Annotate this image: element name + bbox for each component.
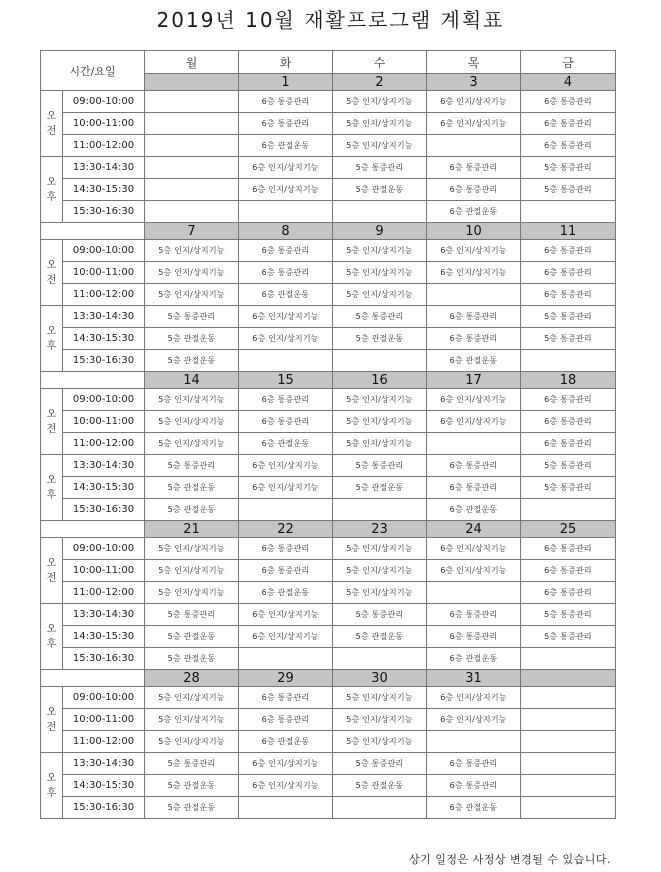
program-cell: 5층 통증관리 [521, 328, 616, 350]
schedule-row [41, 240, 616, 262]
schedule-table [40, 50, 616, 819]
program-cell [521, 797, 616, 819]
program-cell: 6층 통증관리 [521, 240, 616, 262]
program-cell: 6층 인지/상지기능 [239, 455, 333, 477]
program-cell: 5층 통증관리 [145, 604, 239, 626]
date-cell: 21 [145, 521, 239, 538]
date-cell: 8 [239, 223, 333, 240]
program-cell: 6층 통증관리 [239, 91, 333, 113]
time-slot-label: 14:30-15:30 [63, 477, 145, 499]
schedule-row [41, 433, 616, 455]
program-cell: 6층 통증관리 [521, 560, 616, 582]
period-pm-label: 오 후 [41, 455, 63, 521]
program-cell [521, 709, 616, 731]
program-cell: 6층 인지/상지기능 [239, 775, 333, 797]
period-pm-label: 오 후 [41, 753, 63, 819]
program-cell: 6층 인지/상지기능 [239, 604, 333, 626]
time-slot-label: 09:00-10:00 [63, 91, 145, 113]
program-cell: 6층 통증관리 [239, 709, 333, 731]
program-cell: 6층 통증관리 [239, 262, 333, 284]
program-cell: 5층 인지/상지기능 [333, 113, 427, 135]
time-slot-label: 11:00-12:00 [63, 284, 145, 306]
program-cell: 6층 인지/상지기능 [239, 179, 333, 201]
program-cell: 6층 인지/상지기능 [239, 753, 333, 775]
program-cell [145, 91, 239, 113]
time-slot-label: 13:30-14:30 [63, 604, 145, 626]
program-cell [427, 135, 521, 157]
date-cell [521, 670, 616, 687]
program-cell: 5층 인지/상지기능 [333, 135, 427, 157]
date-cell: 28 [145, 670, 239, 687]
program-cell [521, 350, 616, 372]
program-cell [239, 797, 333, 819]
program-cell: 5층 인지/상지기능 [145, 240, 239, 262]
program-cell: 5층 관절운동 [333, 775, 427, 797]
program-cell: 5층 인지/상지기능 [333, 560, 427, 582]
program-cell: 6층 통증관리 [521, 389, 616, 411]
program-cell [427, 284, 521, 306]
program-cell: 6층 통증관리 [521, 538, 616, 560]
program-cell: 6층 통증관리 [239, 411, 333, 433]
time-slot-label: 15:30-16:30 [63, 350, 145, 372]
program-cell: 6층 통증관리 [427, 179, 521, 201]
date-cell: 10 [427, 223, 521, 240]
date-cell: 17 [427, 372, 521, 389]
schedule-row [41, 477, 616, 499]
schedule-row [41, 797, 616, 819]
program-cell: 6층 통증관리 [427, 157, 521, 179]
time-slot-label: 13:30-14:30 [63, 306, 145, 328]
period-am-label: 오 전 [41, 389, 63, 455]
schedule-row [41, 411, 616, 433]
program-cell: 6층 통증관리 [427, 306, 521, 328]
period-am-label: 오 전 [41, 240, 63, 306]
program-cell: 6층 통증관리 [521, 411, 616, 433]
program-cell: 6층 인지/상지기능 [427, 411, 521, 433]
program-cell: 5층 인지/상지기능 [333, 687, 427, 709]
program-cell [239, 648, 333, 670]
time-slot-label: 15:30-16:30 [63, 499, 145, 521]
date-cell: 4 [521, 74, 616, 91]
program-cell: 6층 관절운동 [427, 201, 521, 223]
program-cell: 5층 인지/상지기능 [145, 731, 239, 753]
schedule-row [41, 709, 616, 731]
time-slot-label: 15:30-16:30 [63, 201, 145, 223]
date-cell: 16 [333, 372, 427, 389]
program-cell: 6층 인지/상지기능 [427, 113, 521, 135]
date-row-spacer [41, 223, 145, 240]
program-cell: 5층 관절운동 [333, 477, 427, 499]
program-cell: 6층 인지/상지기능 [427, 709, 521, 731]
week-date-row [41, 223, 616, 240]
program-cell: 6층 통증관리 [239, 240, 333, 262]
time-slot-label: 15:30-16:30 [63, 797, 145, 819]
program-cell: 6층 관절운동 [239, 433, 333, 455]
date-cell: 2 [333, 74, 427, 91]
program-cell [145, 113, 239, 135]
schedule-row [41, 604, 616, 626]
schedule-row [41, 731, 616, 753]
date-cell: 18 [521, 372, 616, 389]
schedule-row [41, 389, 616, 411]
time-slot-label: 11:00-12:00 [63, 135, 145, 157]
date-cell: 23 [333, 521, 427, 538]
program-cell: 5층 인지/상지기능 [145, 560, 239, 582]
program-cell: 6층 통증관리 [427, 455, 521, 477]
program-cell: 6층 통증관리 [427, 328, 521, 350]
program-cell: 5층 인지/상지기능 [333, 538, 427, 560]
schedule-row [41, 775, 616, 797]
program-cell: 6층 통증관리 [427, 775, 521, 797]
schedule-row [41, 350, 616, 372]
schedule-row [41, 201, 616, 223]
program-cell: 6층 통증관리 [239, 560, 333, 582]
program-cell: 5층 관절운동 [333, 179, 427, 201]
program-cell [145, 157, 239, 179]
program-cell: 6층 통증관리 [239, 113, 333, 135]
program-cell: 5층 인지/상지기능 [333, 709, 427, 731]
schedule-row [41, 687, 616, 709]
program-cell: 6층 관절운동 [427, 350, 521, 372]
program-cell: 5층 관절운동 [145, 626, 239, 648]
program-cell: 5층 인지/상지기능 [333, 91, 427, 113]
day-header-fri: 금 [521, 51, 616, 74]
period-pm-label: 오 후 [41, 306, 63, 372]
schedule-row [41, 328, 616, 350]
program-cell: 6층 인지/상지기능 [239, 306, 333, 328]
time-slot-label: 14:30-15:30 [63, 328, 145, 350]
date-cell: 14 [145, 372, 239, 389]
week-date-row [41, 670, 616, 687]
program-cell [333, 797, 427, 819]
program-cell: 6층 인지/상지기능 [427, 560, 521, 582]
time-day-header: 시간/요일 [41, 51, 145, 91]
period-pm-label: 오 후 [41, 157, 63, 223]
program-cell: 5층 인지/상지기능 [333, 262, 427, 284]
schedule-row [41, 538, 616, 560]
program-cell: 5층 관절운동 [145, 328, 239, 350]
time-slot-label: 10:00-11:00 [63, 560, 145, 582]
program-cell: 6층 관절운동 [239, 284, 333, 306]
program-cell: 6층 인지/상지기능 [239, 626, 333, 648]
program-cell [427, 731, 521, 753]
schedule-body [41, 51, 616, 819]
program-cell: 5층 인지/상지기능 [145, 411, 239, 433]
program-cell [333, 648, 427, 670]
program-cell: 5층 통증관리 [521, 626, 616, 648]
program-cell [333, 201, 427, 223]
program-cell: 5층 통증관리 [333, 604, 427, 626]
date-cell [145, 74, 239, 91]
program-cell [145, 179, 239, 201]
program-cell: 5층 관절운동 [145, 648, 239, 670]
schedule-row [41, 499, 616, 521]
week-date-row [41, 372, 616, 389]
program-cell: 5층 인지/상지기능 [145, 389, 239, 411]
time-slot-label: 09:00-10:00 [63, 687, 145, 709]
date-cell: 31 [427, 670, 521, 687]
program-cell: 6층 관절운동 [239, 731, 333, 753]
date-cell: 3 [427, 74, 521, 91]
program-cell: 6층 통증관리 [427, 753, 521, 775]
program-cell: 6층 통증관리 [239, 538, 333, 560]
date-cell: 7 [145, 223, 239, 240]
program-cell: 5층 통증관리 [521, 477, 616, 499]
program-cell: 5층 관절운동 [333, 328, 427, 350]
program-cell: 6층 인지/상지기능 [239, 157, 333, 179]
time-slot-label: 11:00-12:00 [63, 582, 145, 604]
program-cell [145, 135, 239, 157]
program-cell: 5층 관절운동 [145, 499, 239, 521]
program-cell: 6층 인지/상지기능 [427, 389, 521, 411]
date-cell: 29 [239, 670, 333, 687]
program-cell [521, 648, 616, 670]
schedule-row [41, 91, 616, 113]
program-cell: 6층 통증관리 [239, 687, 333, 709]
program-cell: 5층 인지/상지기능 [333, 240, 427, 262]
program-cell: 6층 관절운동 [427, 499, 521, 521]
time-slot-label: 14:30-15:30 [63, 775, 145, 797]
program-cell: 6층 통증관리 [239, 389, 333, 411]
program-cell: 6층 통증관리 [521, 135, 616, 157]
time-slot-label: 09:00-10:00 [63, 240, 145, 262]
day-header-thu: 목 [427, 51, 521, 74]
date-cell: 30 [333, 670, 427, 687]
program-cell: 6층 통증관리 [521, 582, 616, 604]
time-slot-label: 09:00-10:00 [63, 389, 145, 411]
program-cell: 6층 인지/상지기능 [427, 91, 521, 113]
program-cell: 6층 인지/상지기능 [239, 328, 333, 350]
period-am-label: 오 전 [41, 687, 63, 753]
program-cell: 5층 통증관리 [521, 157, 616, 179]
program-cell: 5층 통증관리 [521, 306, 616, 328]
schedule-row [41, 560, 616, 582]
schedule-row [41, 157, 616, 179]
program-cell: 6층 통증관리 [427, 626, 521, 648]
program-cell: 6층 관절운동 [239, 582, 333, 604]
program-cell: 5층 인지/상지기능 [145, 262, 239, 284]
day-header-wed: 수 [333, 51, 427, 74]
schedule-row [41, 306, 616, 328]
program-cell: 6층 통증관리 [521, 91, 616, 113]
date-row-spacer [41, 521, 145, 538]
program-cell [427, 582, 521, 604]
program-cell: 5층 통증관리 [521, 179, 616, 201]
date-row-spacer [41, 670, 145, 687]
schedule-row [41, 113, 616, 135]
program-cell: 5층 통증관리 [145, 753, 239, 775]
program-cell: 6층 관절운동 [427, 648, 521, 670]
footnote: 상기 일정은 사정상 변경될 수 있습니다. [409, 853, 611, 866]
program-cell [333, 499, 427, 521]
program-cell: 5층 인지/상지기능 [333, 731, 427, 753]
program-cell: 6층 통증관리 [427, 604, 521, 626]
time-slot-label: 10:00-11:00 [63, 262, 145, 284]
program-cell [521, 687, 616, 709]
schedule-row [41, 753, 616, 775]
program-cell: 6층 인지/상지기능 [239, 477, 333, 499]
period-pm-label: 오 후 [41, 604, 63, 670]
week-date-row [41, 521, 616, 538]
program-cell: 5층 통증관리 [333, 306, 427, 328]
program-cell: 5층 인지/상지기능 [145, 687, 239, 709]
program-cell [521, 731, 616, 753]
program-cell: 5층 통증관리 [333, 753, 427, 775]
page-title: 2019년 10월 재활프로그램 계획표 [156, 8, 505, 32]
day-header-mon: 월 [145, 51, 239, 74]
program-cell: 5층 인지/상지기능 [333, 582, 427, 604]
program-cell: 6층 인지/상지기능 [427, 262, 521, 284]
program-cell: 5층 관절운동 [145, 775, 239, 797]
date-cell: 25 [521, 521, 616, 538]
program-cell: 6층 통증관리 [427, 477, 521, 499]
day-header-tue: 화 [239, 51, 333, 74]
program-cell: 5층 통증관리 [521, 604, 616, 626]
schedule-row [41, 626, 616, 648]
program-cell: 5층 인지/상지기능 [333, 389, 427, 411]
program-cell: 5층 통증관리 [145, 455, 239, 477]
program-cell: 6층 인지/상지기능 [427, 240, 521, 262]
time-slot-label: 15:30-16:30 [63, 648, 145, 670]
program-cell: 5층 관절운동 [145, 350, 239, 372]
time-slot-label: 11:00-12:00 [63, 433, 145, 455]
program-cell: 5층 인지/상지기능 [145, 284, 239, 306]
program-cell [427, 433, 521, 455]
program-cell: 6층 관절운동 [427, 797, 521, 819]
schedule-row [41, 262, 616, 284]
time-slot-label: 13:30-14:30 [63, 157, 145, 179]
program-cell [239, 499, 333, 521]
period-am-label: 오 전 [41, 91, 63, 157]
program-cell: 5층 인지/상지기능 [333, 284, 427, 306]
program-cell: 5층 관절운동 [145, 477, 239, 499]
time-slot-label: 10:00-11:00 [63, 113, 145, 135]
program-cell: 5층 통증관리 [145, 306, 239, 328]
time-slot-label: 13:30-14:30 [63, 455, 145, 477]
program-cell: 5층 통증관리 [333, 455, 427, 477]
program-cell [239, 201, 333, 223]
time-slot-label: 14:30-15:30 [63, 626, 145, 648]
program-cell: 5층 인지/상지기능 [145, 538, 239, 560]
program-cell: 5층 인지/상지기능 [145, 433, 239, 455]
program-cell [145, 201, 239, 223]
program-cell: 6층 통증관리 [521, 433, 616, 455]
date-cell: 1 [239, 74, 333, 91]
program-cell: 5층 인지/상지기능 [145, 582, 239, 604]
schedule-row [41, 179, 616, 201]
program-cell: 5층 인지/상지기능 [333, 411, 427, 433]
program-cell [521, 775, 616, 797]
schedule-row [41, 648, 616, 670]
program-cell: 5층 인지/상지기능 [145, 709, 239, 731]
program-cell: 6층 인지/상지기능 [427, 687, 521, 709]
schedule-row [41, 284, 616, 306]
program-cell [521, 201, 616, 223]
date-cell: 22 [239, 521, 333, 538]
program-cell [239, 350, 333, 372]
program-cell [521, 499, 616, 521]
program-cell: 6층 인지/상지기능 [427, 538, 521, 560]
date-cell: 11 [521, 223, 616, 240]
program-cell: 6층 통증관리 [521, 284, 616, 306]
program-cell: 6층 관절운동 [239, 135, 333, 157]
program-cell: 6층 통증관리 [521, 113, 616, 135]
date-row-spacer [41, 372, 145, 389]
time-slot-label: 10:00-11:00 [63, 411, 145, 433]
program-cell: 6층 통증관리 [521, 262, 616, 284]
program-cell: 5층 통증관리 [521, 455, 616, 477]
period-am-label: 오 전 [41, 538, 63, 604]
program-cell: 5층 관절운동 [145, 797, 239, 819]
time-slot-label: 09:00-10:00 [63, 538, 145, 560]
time-slot-label: 13:30-14:30 [63, 753, 145, 775]
program-cell [333, 350, 427, 372]
schedule-row [41, 582, 616, 604]
time-slot-label: 10:00-11:00 [63, 709, 145, 731]
program-cell: 5층 관절운동 [333, 626, 427, 648]
header-row [41, 51, 616, 74]
program-cell: 5층 인지/상지기능 [333, 433, 427, 455]
program-cell [521, 753, 616, 775]
time-slot-label: 11:00-12:00 [63, 731, 145, 753]
schedule-row [41, 455, 616, 477]
program-cell: 5층 통증관리 [333, 157, 427, 179]
date-cell: 15 [239, 372, 333, 389]
time-slot-label: 14:30-15:30 [63, 179, 145, 201]
date-cell: 9 [333, 223, 427, 240]
schedule-row [41, 135, 616, 157]
date-cell: 24 [427, 521, 521, 538]
